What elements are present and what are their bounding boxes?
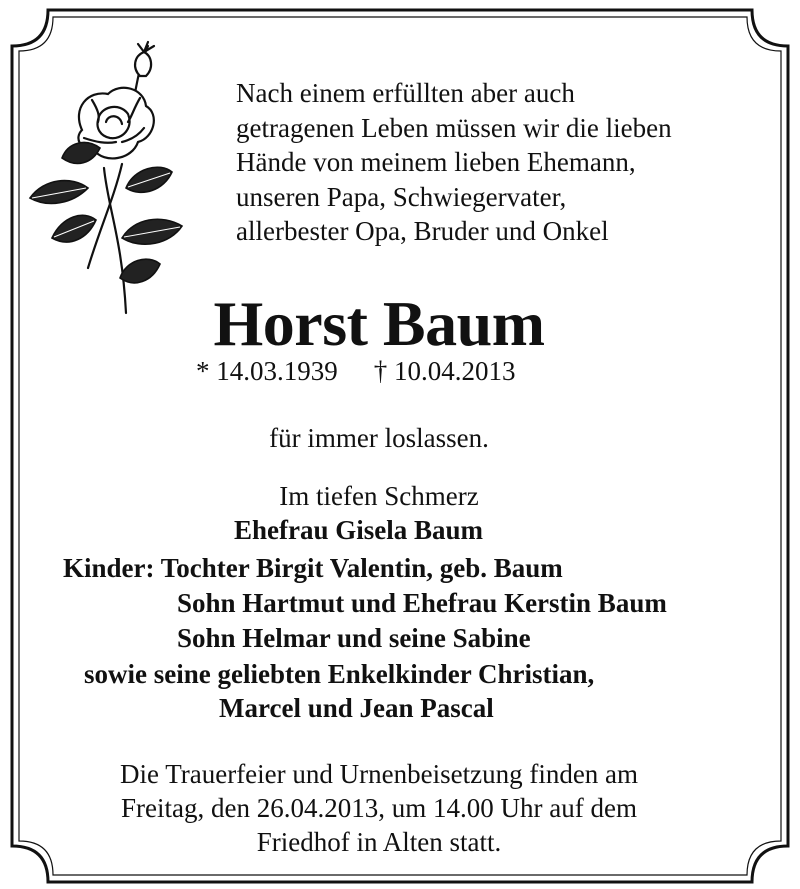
mourner-line: Kinder: Tochter Birgit Valentin, geb. Baum [63,553,563,583]
life-dates [196,355,516,387]
mourner-line: Sohn Hartmut und Ehefrau Kerstin Baum [177,588,667,618]
intro-line: unseren Papa, Schwiegervater, [236,181,567,212]
deceased-name: Horst Baum [213,288,545,359]
mourner-line: sowie seine geliebten Enkelkinder Christian, [84,659,595,689]
mourner-line: Marcel und Jean Pascal [219,693,494,723]
birth-date: * 14.03.1939 [196,356,338,386]
continuation-text: für immer loslassen. [269,423,489,453]
closing-line: Friedhof in Alten statt. [256,827,502,857]
intro-line: getragenen Leben müssen wir die lieben [236,112,672,143]
intro-line: allerbester Opa, Bruder und Onkel [236,216,609,246]
death-date: † 10.04.2013 [373,356,516,386]
mourner-line: Ehefrau Gisela Baum [234,515,484,545]
service-announcement [0,757,758,859]
closing-line: Freitag, den 26.04.2013, um 14.00 Uhr auf dem [121,793,637,823]
rose-icon [22,38,192,318]
intro-text [236,76,672,249]
intro-line: Hände von meinem lieben Ehemann, [236,147,636,177]
intro-line: Nach einem erfüllten aber auch [236,78,575,108]
mourning-intro: Im tiefen Schmerz [279,481,479,511]
closing-line: Die Trauerfeier und Urnenbeisetzung finden am [119,759,639,789]
mourner-line: Sohn Helmar und seine Sabine [177,623,531,653]
